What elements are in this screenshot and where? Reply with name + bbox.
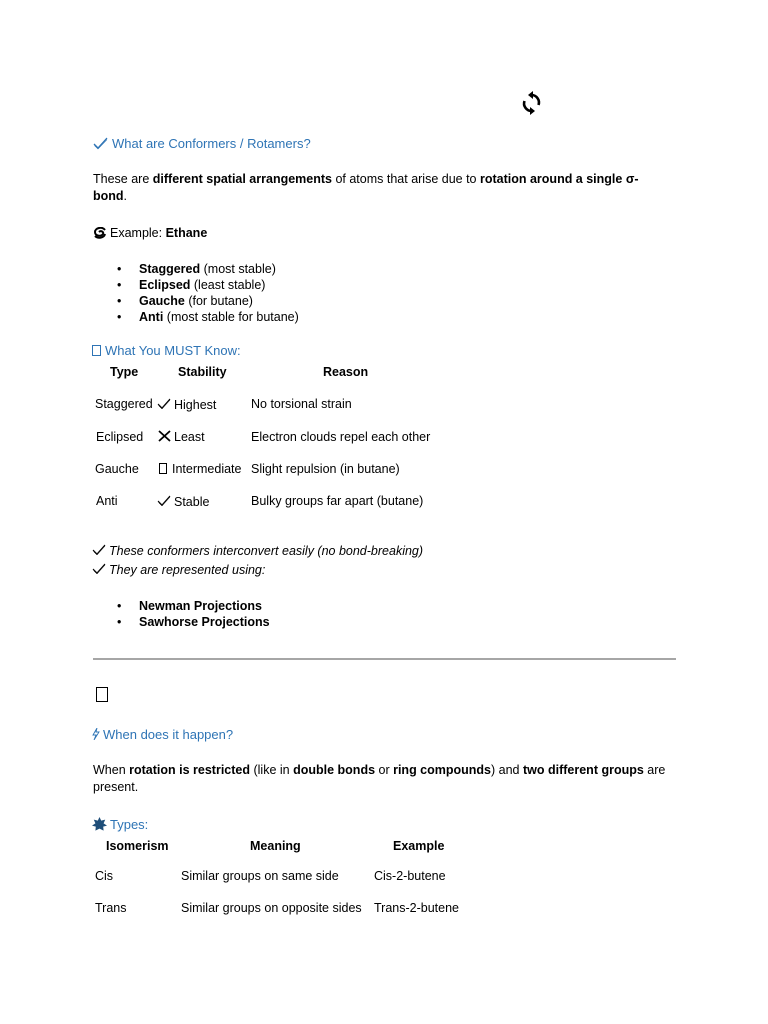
check-icon xyxy=(93,137,108,150)
table-cell-meaning: Similar groups on opposite sides xyxy=(181,901,362,915)
when-intro-line2: present. xyxy=(93,780,139,794)
table-cell-reason: Bulky groups far apart (butane) xyxy=(251,494,424,508)
table-cell-stability: Highest xyxy=(157,398,216,412)
table-cell-type: Staggered xyxy=(95,397,153,411)
table-cell-stability: Intermediate xyxy=(159,462,241,476)
rotate-arrows-icon xyxy=(521,91,542,115)
conformers-intro-line2: bond. xyxy=(93,189,128,203)
list-item: • Gauche (for butane) xyxy=(117,294,253,308)
table-cell-reason: No torsional strain xyxy=(251,397,352,411)
note-represented: They are represented using: xyxy=(92,563,265,577)
list-item: • Staggered (most stable) xyxy=(117,262,276,276)
table-cell-meaning: Similar groups on same side xyxy=(181,869,339,883)
star-badge-icon xyxy=(92,817,107,831)
check-icon xyxy=(157,398,171,410)
section-heading-conformers: What are Conformers / Rotamers? xyxy=(93,136,311,151)
list-item: • Newman Projections xyxy=(117,599,262,613)
check-icon xyxy=(92,563,106,575)
list-item: • Eclipsed (least stable) xyxy=(117,278,266,292)
missing-glyph-icon xyxy=(159,463,167,474)
table-cell-reason: Slight repulsion (in butane) xyxy=(251,462,400,476)
table-header: Reason xyxy=(323,365,369,379)
table-cell-type: Gauche xyxy=(95,462,139,476)
table-cell-stability: Least xyxy=(158,430,205,444)
table-header: Stability xyxy=(178,365,227,379)
section-heading-must-know: What You MUST Know: xyxy=(92,343,241,358)
table-cell-type: Eclipsed xyxy=(96,430,144,444)
cross-icon xyxy=(158,430,171,442)
table-cell-type: Anti xyxy=(96,494,118,508)
table-header: Example xyxy=(393,839,445,853)
lightning-icon xyxy=(92,728,100,740)
table-cell-isomerism: Cis xyxy=(95,869,114,883)
missing-glyph-icon xyxy=(92,345,101,356)
check-icon xyxy=(92,544,106,556)
cyclone-icon xyxy=(93,227,107,239)
section-heading-when: When does it happen? xyxy=(92,727,233,742)
table-cell-stability: Stable xyxy=(157,495,209,509)
list-item: • Anti (most stable for butane) xyxy=(117,310,299,324)
section-heading-types: Types: xyxy=(92,817,148,832)
table-cell-reason: Electron clouds repel each other xyxy=(251,430,431,444)
list-item: • Sawhorse Projections xyxy=(117,615,270,629)
missing-glyph-icon xyxy=(96,687,108,702)
check-icon xyxy=(157,495,171,507)
table-cell-isomerism: Trans xyxy=(95,901,127,915)
horizontal-divider xyxy=(93,658,676,660)
table-header: Type xyxy=(110,365,139,379)
table-header: Meaning xyxy=(250,839,301,853)
example-line: Example: Ethane xyxy=(93,225,207,242)
note-interconvert: These conformers interconvert easily (no bond-breaking) xyxy=(92,544,423,558)
table-cell-example: Cis-2-butene xyxy=(374,869,446,883)
table-cell-example: Trans-2-butene xyxy=(374,901,459,915)
table-header: Isomerism xyxy=(106,839,169,853)
conformers-intro-line1: These are different spatial arrangements of atoms that arise due to rotation around a single σ- xyxy=(93,172,639,186)
when-intro-line1: When rotation is restricted (like in double bonds or ring compounds) and two different groups are xyxy=(93,763,666,777)
